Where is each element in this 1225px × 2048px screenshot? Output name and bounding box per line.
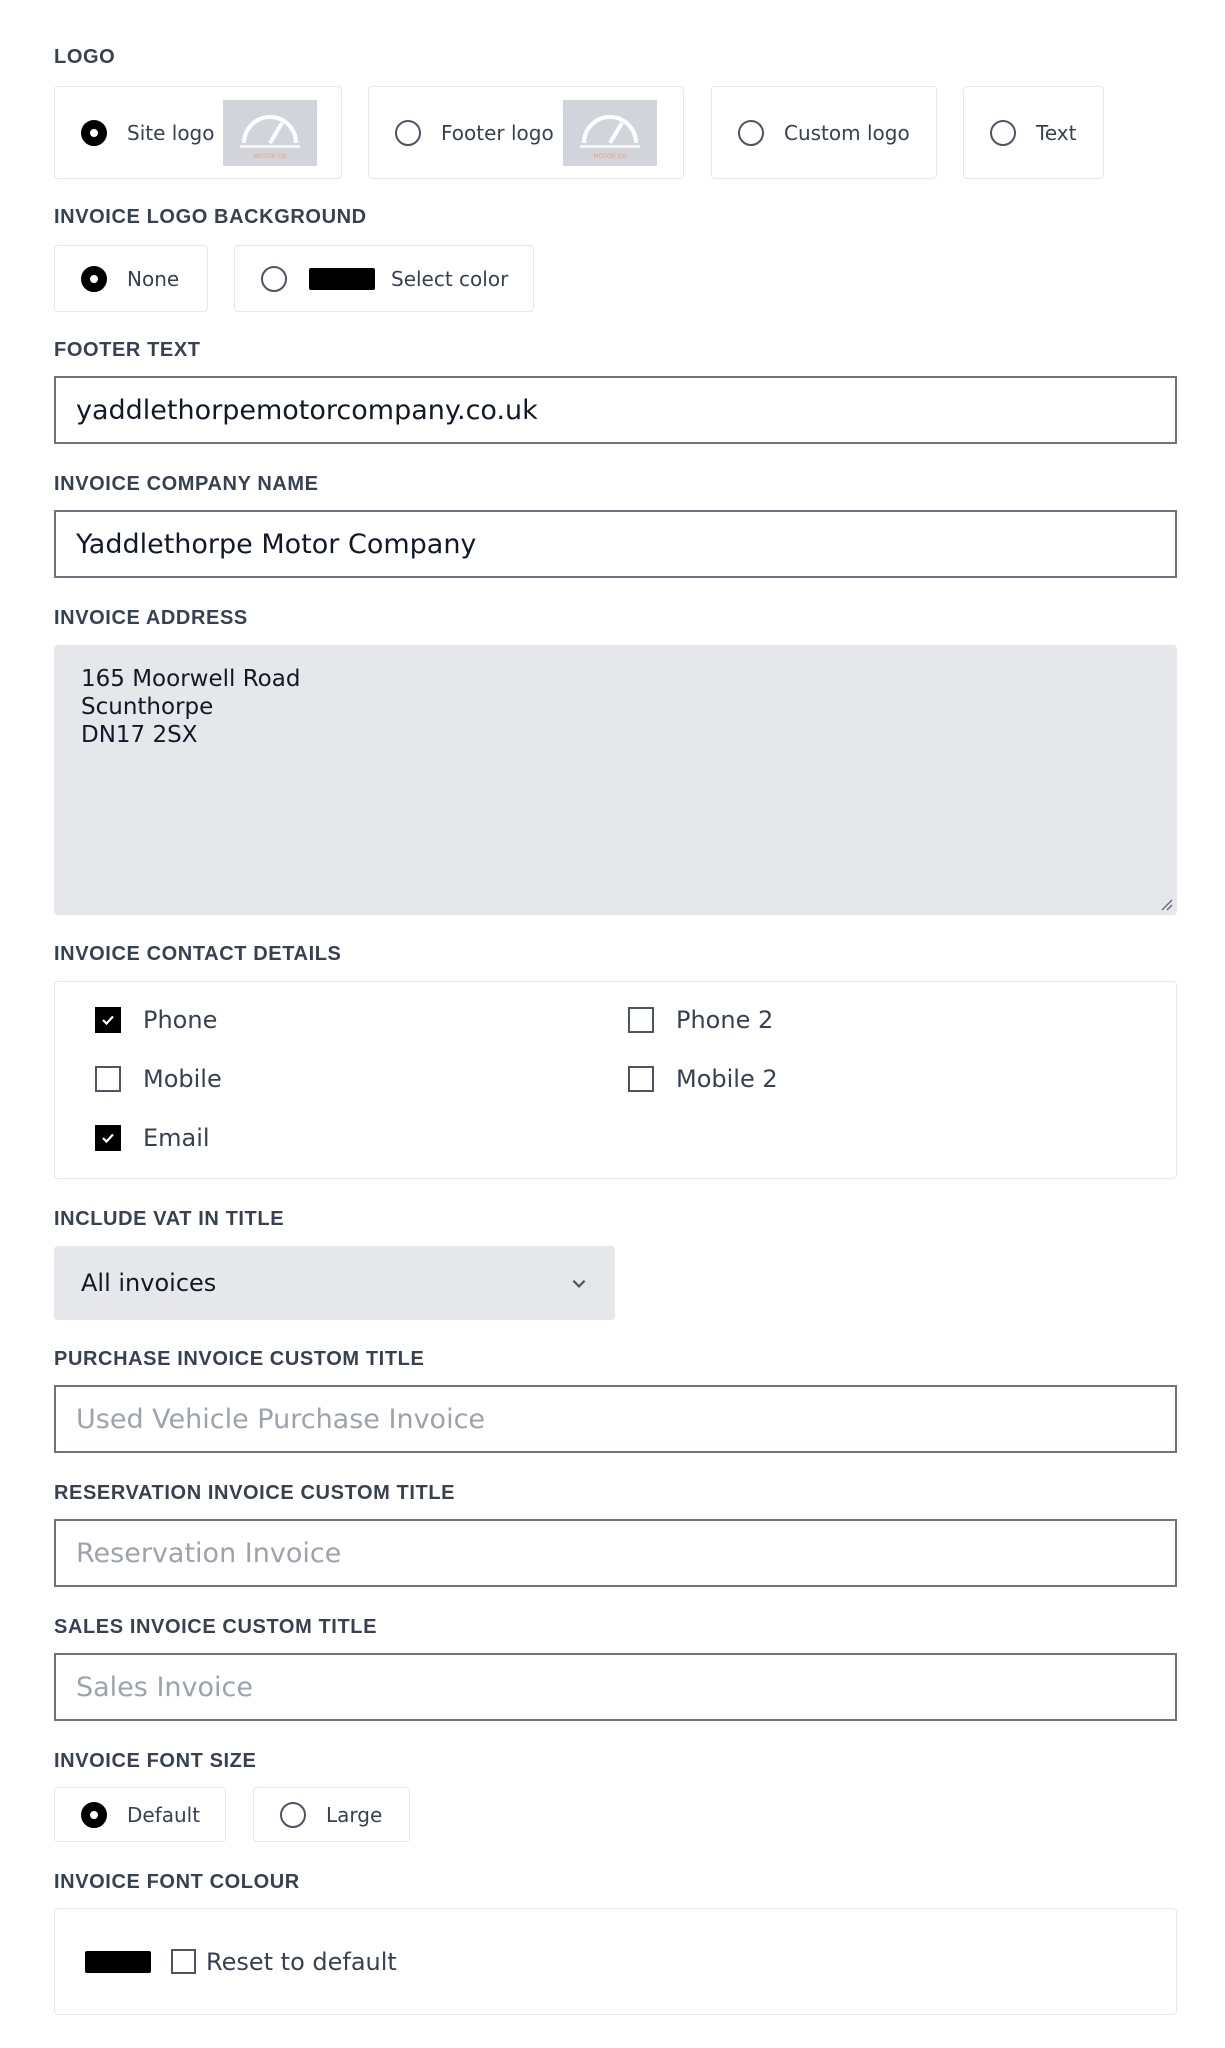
- vat-title-selected-value: All invoices: [81, 1269, 217, 1297]
- speedometer-logo-icon: [570, 105, 650, 161]
- reservation-title-label: RESERVATION INVOICE CUSTOM TITLE: [54, 1482, 456, 1504]
- font-size-option-label: Default: [127, 1802, 201, 1827]
- logo-option-label: Text: [1036, 120, 1077, 145]
- contact-details-panel: [54, 981, 1177, 1179]
- font-colour-panel: [54, 1908, 1177, 2015]
- radio-background-none[interactable]: [81, 266, 107, 292]
- checkbox-phone-2[interactable]: [628, 1007, 654, 1033]
- checkmark-icon: [100, 1012, 116, 1028]
- site-logo-thumbnail: [223, 100, 317, 166]
- contact-label: Mobile 2: [676, 1065, 778, 1093]
- logo-background-label: INVOICE LOGO BACKGROUND: [54, 206, 367, 228]
- contact-mobile-2[interactable]: [628, 1065, 778, 1093]
- contact-label: Mobile: [143, 1065, 222, 1093]
- company-name-label: INVOICE COMPANY NAME: [54, 473, 319, 495]
- footer-text-label: FOOTER TEXT: [54, 339, 201, 361]
- footer-logo-thumbnail: [563, 100, 657, 166]
- company-name-input[interactable]: Yaddlethorpe Motor Company: [54, 510, 1177, 578]
- background-option-label: Select color: [391, 266, 509, 291]
- checkbox-email[interactable]: [95, 1125, 121, 1151]
- radio-font-size-large[interactable]: [280, 1802, 306, 1828]
- checkmark-icon: [100, 1130, 116, 1146]
- purchase-title-label: PURCHASE INVOICE CUSTOM TITLE: [54, 1348, 425, 1370]
- logo-option-label: Footer logo: [441, 120, 554, 145]
- background-color-swatch[interactable]: [309, 268, 375, 290]
- logo-label: LOGO: [54, 46, 116, 68]
- logo-thumb-text: MOTOR CO: [593, 152, 627, 160]
- speedometer-logo-icon: [230, 105, 310, 161]
- font-size-option-large[interactable]: [253, 1787, 410, 1842]
- logo-option-custom[interactable]: [711, 86, 937, 179]
- purchase-title-input[interactable]: Used Vehicle Purchase Invoice: [54, 1385, 1177, 1453]
- sales-title-input[interactable]: Sales Invoice: [54, 1653, 1177, 1721]
- address-line: DN17 2SX: [81, 722, 198, 748]
- radio-site-logo[interactable]: [81, 120, 107, 146]
- background-option-color[interactable]: [234, 245, 534, 312]
- logo-option-footer[interactable]: [368, 86, 684, 179]
- reset-default-checkbox[interactable]: [171, 1949, 196, 1974]
- reservation-title-input[interactable]: Reservation Invoice: [54, 1519, 1177, 1587]
- logo-option-site[interactable]: [54, 86, 342, 179]
- address-textarea[interactable]: [54, 645, 1177, 915]
- logo-option-label: Custom logo: [784, 120, 910, 145]
- resize-grip-icon[interactable]: [1159, 897, 1173, 911]
- logo-option-text[interactable]: [963, 86, 1104, 179]
- background-option-label: None: [127, 266, 180, 291]
- footer-text-input[interactable]: yaddlethorpemotorcompany.co.uk: [54, 376, 1177, 444]
- logo-thumb-text: MOTOR CO: [253, 152, 288, 160]
- vat-title-label: INCLUDE VAT IN TITLE: [54, 1208, 285, 1230]
- contact-label: Phone: [143, 1006, 218, 1034]
- address-line: 165 Moorwell Road: [81, 666, 301, 692]
- font-colour-label: INVOICE FONT COLOUR: [54, 1871, 300, 1893]
- radio-background-color[interactable]: [261, 266, 287, 292]
- contact-label: Phone 2: [676, 1006, 774, 1034]
- font-colour-swatch[interactable]: [85, 1951, 151, 1973]
- contact-mobile[interactable]: [95, 1065, 222, 1093]
- contact-phone[interactable]: [95, 1006, 217, 1034]
- contact-phone-2[interactable]: [628, 1006, 773, 1034]
- address-label: INVOICE ADDRESS: [54, 607, 248, 629]
- font-size-option-label: Large: [326, 1802, 383, 1827]
- vat-title-select[interactable]: [54, 1246, 615, 1320]
- logo-option-label: Site logo: [127, 120, 215, 145]
- radio-text-logo[interactable]: [990, 120, 1016, 146]
- contact-email[interactable]: [95, 1124, 210, 1152]
- contact-label: Email: [143, 1124, 210, 1152]
- chevron-down-icon: [570, 1274, 588, 1292]
- checkbox-mobile[interactable]: [95, 1066, 121, 1092]
- background-option-none[interactable]: [54, 245, 208, 312]
- checkbox-phone[interactable]: [95, 1007, 121, 1033]
- font-size-label: INVOICE FONT SIZE: [54, 1750, 257, 1772]
- sales-title-label: SALES INVOICE CUSTOM TITLE: [54, 1616, 378, 1638]
- radio-font-size-default[interactable]: [81, 1802, 107, 1828]
- checkbox-mobile-2[interactable]: [628, 1066, 654, 1092]
- reset-default-label: Reset to default: [206, 1947, 397, 1976]
- radio-footer-logo[interactable]: [395, 120, 421, 146]
- contact-details-label: INVOICE CONTACT DETAILS: [54, 943, 342, 965]
- font-size-option-default[interactable]: [54, 1787, 226, 1842]
- address-line: Scunthorpe: [81, 694, 214, 720]
- radio-custom-logo[interactable]: [738, 120, 764, 146]
